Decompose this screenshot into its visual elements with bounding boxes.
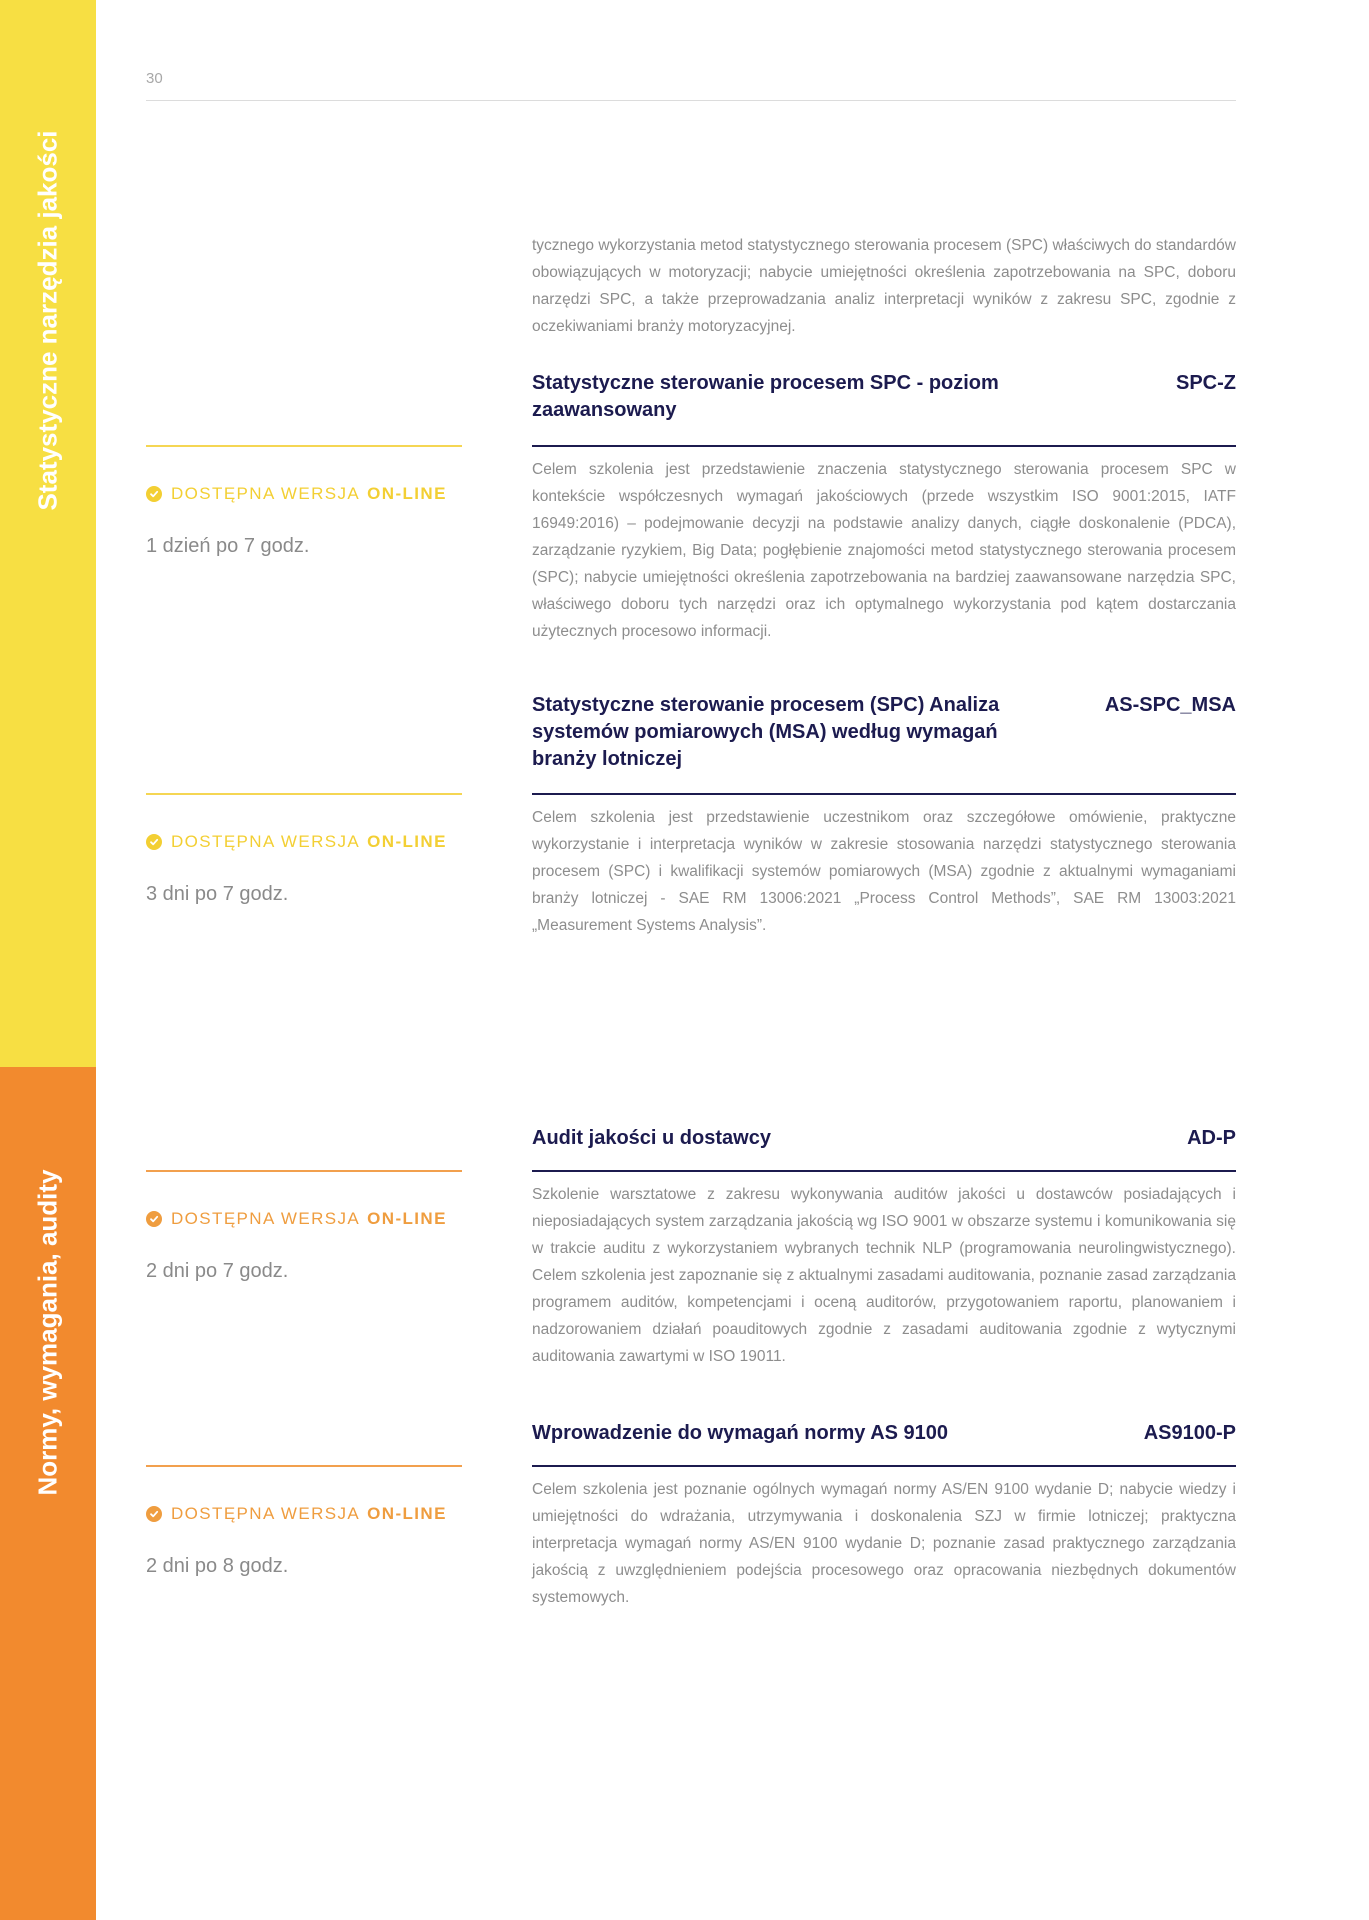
online-label-bold: ON-LINE: [367, 484, 447, 503]
course-code: SPC-Z: [1176, 372, 1236, 394]
title-divider: [532, 1170, 1236, 1172]
course-title: Wprowadzenie do wymagań normy AS 9100: [532, 1422, 949, 1444]
course-code: AD-P: [1187, 1127, 1236, 1149]
check-circle-icon: [146, 1506, 162, 1522]
title-divider: [532, 445, 1236, 447]
left-divider: [146, 1170, 462, 1172]
course-description: Celem szkolenia jest przedstawienie znaczenia statystycznego sterowania procesem SPC w kontekście współczesnych wymagań jakościowych (przede wszystkim ISO 9001:2015, IATF 16949:2016) – podejmowanie decyzji na podstawie analizy danych, ciągłe doskonalenie (PDCA), zarządzanie ryzykiem, Big Data; pogłębienie znajomości metod statystycznego sterowania procesem (SPC); nabycie umiejętności określenia zapotrzebowania na bardziej zaawansowane narzędzia SPC, właściwego doboru tych narzędzi oraz ich optymalnego wykorzystania pod kątem dostarczania użytecznych procesowo informacji.: [532, 461, 1236, 640]
online-badge: [146, 1209, 447, 1229]
online-label-bold: ON-LINE: [367, 832, 447, 851]
course-description: Celem szkolenia jest przedstawienie uczestnikom oraz szczegółowe omówienie, praktyczne wykorzystanie i interpretacja wyników w zakresie stosowania narzędzi statystycznego sterowania procesem (SPC) i kwalifikacji systemów pomiarowych (MSA) zgodnie z aktualnymi wymaganiami branży lotniczej - SAE RM 13006:2021 „Process Control Methods”, SAE RM 13003:2021 „Measurement Systems Analysis”.: [532, 809, 1236, 934]
course-title: Statystyczne sterowanie procesem (SPC) Analiza systemów pomiarowych (MSA) według wymagań branży lotniczej: [532, 694, 1000, 770]
check-circle-icon: [146, 486, 162, 502]
online-label: DOSTĘPNA WERSJA: [171, 484, 361, 503]
online-label: DOSTĘPNA WERSJA: [171, 832, 361, 851]
page-number: 30: [146, 70, 163, 87]
course-title: Audit jakości u dostawcy: [532, 1127, 771, 1149]
title-divider: [532, 1465, 1236, 1467]
left-divider: [146, 1465, 462, 1467]
online-label-bold: ON-LINE: [367, 1209, 447, 1228]
course-duration: 3 dni po 7 godz.: [146, 883, 289, 905]
check-circle-icon: [146, 1211, 162, 1227]
course-description: Szkolenie warsztatowe z zakresu wykonywania auditów jakości u dostawców posiadających i nieposiadających system zarządzania jakością wg ISO 9001 w obszarze systemu i komunikowania się w trakcie auditu z wykorzystaniem wybranych technik NLP (programowania neurolingwistycznego). Celem szkolenia jest zapoznanie się z aktualnymi zasadami auditowania, poznanie zasad zarządzania programem auditów, kompetencjami i oceną auditorów, przygotowaniem raportu, planowaniem i nadzorowaniem działań poauditowych zgodnie z zasadami auditowania zgodnie z wytycznymi auditowania zawartymi w ISO 19011.: [532, 1186, 1236, 1365]
course-header: [532, 1420, 1236, 1447]
online-badge: [146, 1504, 447, 1524]
section-label-standards: Normy, wymagania, audity: [32, 1168, 63, 1496]
course-header: [532, 370, 1236, 424]
online-label: DOSTĘPNA WERSJA: [171, 1504, 361, 1523]
online-badge: [146, 484, 447, 504]
left-divider: [146, 793, 462, 795]
online-label: DOSTĘPNA WERSJA: [171, 1209, 361, 1228]
course-code: AS9100-P: [1143, 1422, 1236, 1444]
header-divider: [146, 100, 1236, 101]
intro-paragraph: tycznego wykorzystania metod statystycznego sterowania procesem (SPC) właściwych do standardów obowiązujących w motoryzacji; nabycie umiejętności określenia zapotrzebowania na SPC, doboru narzędzi SPC, a także przeprowadzania analiz interpretacji wyników z zakresu SPC, zgodnie z oczekiwaniami branży motoryzacyjnej.: [532, 237, 1236, 335]
online-badge: [146, 832, 447, 852]
course-header: [532, 692, 1236, 773]
left-divider: [146, 445, 462, 447]
course-duration: 2 dni po 8 godz.: [146, 1555, 289, 1577]
course-header: [532, 1125, 1236, 1152]
online-label-bold: ON-LINE: [367, 1504, 447, 1523]
course-duration: 2 dni po 7 godz.: [146, 1260, 289, 1282]
course-description: Celem szkolenia jest poznanie ogólnych wymagań normy AS/EN 9100 wydanie D; nabycie wiedzy i umiejętności do wdrażania, utrzymywania i doskonalenia SZJ w firmie lotniczej; praktyczna interpretacja wymagań normy AS/EN 9100 wydanie D; poznanie zasad praktycznego zarządzania jakością z uwzględnieniem podejścia procesowego oraz opracowania niezbędnych dokumentów systemowych.: [532, 1481, 1236, 1606]
section-label-quality-tools: Statystyczne narzędzia jakości: [32, 129, 63, 511]
course-code: AS-SPC_MSA: [1104, 694, 1236, 716]
course-title: Statystyczne sterowanie procesem SPC - poziom zaawansowany: [532, 372, 999, 421]
course-duration: 1 dzień po 7 godz.: [146, 535, 310, 557]
title-divider: [532, 793, 1236, 795]
check-circle-icon: [146, 834, 162, 850]
